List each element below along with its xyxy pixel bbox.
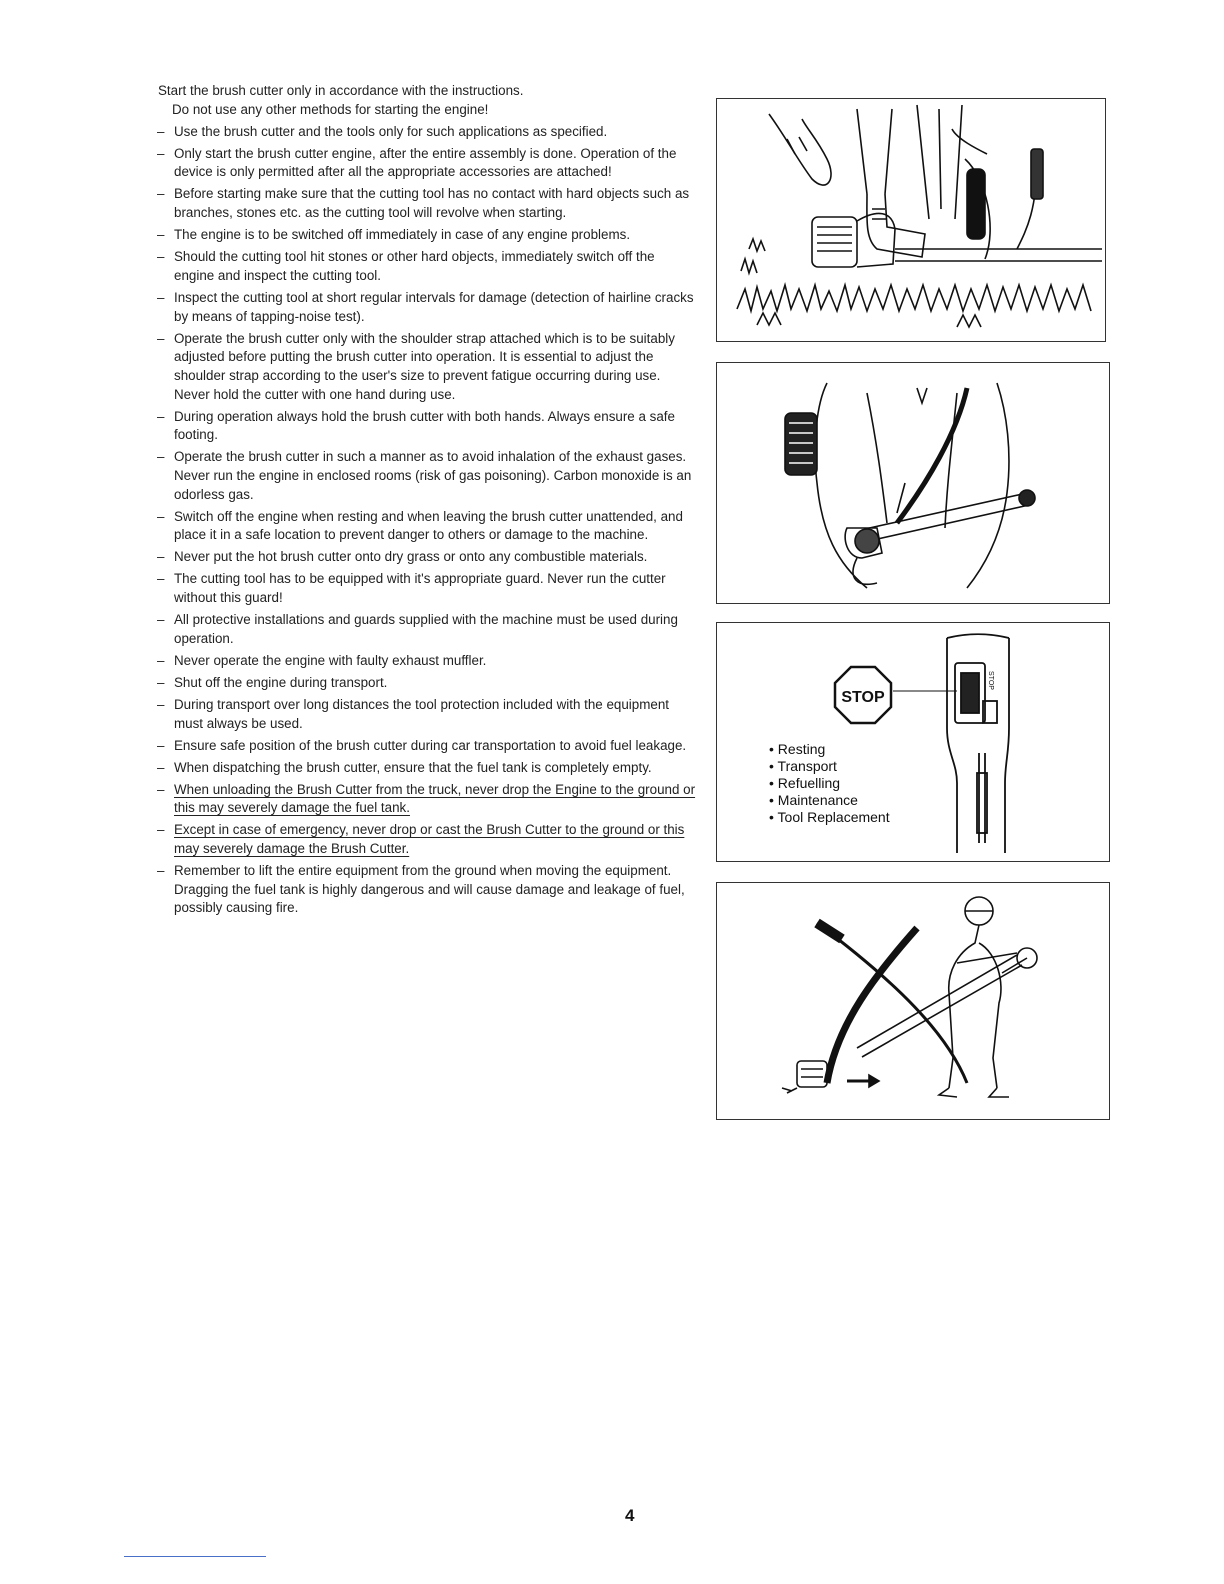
rule-text: All protective installations and guards supplied with the machine must be used during operation. bbox=[174, 612, 678, 646]
rule-text: Never put the hot brush cutter onto dry grass or onto any combustible materials. bbox=[174, 549, 648, 565]
rule-text: When dispatching the brush cutter, ensure that the fuel tank is completely empty. bbox=[174, 759, 652, 775]
rule-text: The cutting tool has to be equipped with it's appropriate guard. Never run the cutter without this guard! bbox=[174, 571, 666, 606]
intro-line-1: Start the brush cutter only in accordance with the instructions. bbox=[158, 83, 524, 98]
rule-text: Remember to lift the entire equipment from the ground when moving the equipment. Dragging the fuel tank is highly dangerous and will cause damage and leakage of fuel, possibly causing fire. bbox=[174, 862, 685, 916]
safety-instructions bbox=[156, 82, 696, 918]
rule-item bbox=[156, 226, 696, 245]
rule-item bbox=[156, 737, 696, 756]
rule-text: Use the brush cutter and the tools only for such applications as specified. bbox=[174, 123, 608, 139]
starting-engine-illustration bbox=[716, 98, 1106, 342]
rule-item bbox=[156, 248, 696, 285]
rule-item bbox=[156, 289, 696, 326]
stop-conditions-list bbox=[769, 741, 890, 826]
intro-line-2: Do not use any other methods for starting the engine! bbox=[172, 101, 489, 117]
rule-text: Never operate the engine with faulty exhaust muffler. bbox=[174, 652, 487, 668]
rule-item bbox=[156, 185, 696, 222]
rule-text: Operate the brush cutter only with the shoulder strap attached which is to be suitably adjusted before putting the brush cutter into operation. It is essential to adjust the shoulder strap according to the user's size to prevent fatigue occurring during use. Never hold the cutter with one hand during use. bbox=[174, 330, 675, 402]
rule-text: Should the cutting tool hit stones or other hard objects, immediately switch off the engine and inspect the cutting tool. bbox=[174, 249, 655, 283]
rule-text: Except in case of emergency, never drop or cast the Brush Cutter to the ground or this may severely damage the Brush Cutter. bbox=[174, 822, 685, 856]
rule-item bbox=[156, 759, 696, 778]
stop-condition-item: • Refuelling bbox=[769, 775, 890, 792]
stop-switch-illustration bbox=[716, 622, 1110, 862]
rule-text: During operation always hold the brush cutter with both hands. Always ensure a safe footing. bbox=[174, 408, 675, 443]
rule-item bbox=[156, 123, 696, 142]
rules-list bbox=[156, 123, 696, 918]
stop-sign-text: STOP bbox=[841, 689, 885, 706]
rule-item bbox=[156, 781, 696, 818]
rule-text: During transport over long distances the tool protection included with the equipment must always be used. bbox=[174, 696, 670, 731]
rule-item bbox=[156, 508, 696, 545]
rule-item bbox=[156, 674, 696, 693]
rule-item bbox=[156, 570, 696, 607]
stop-switch-label: STOP bbox=[987, 671, 994, 690]
stop-condition-item: • Transport bbox=[769, 758, 890, 775]
rule-item bbox=[156, 611, 696, 648]
do-not-drop-illustration bbox=[716, 882, 1110, 1120]
stop-condition-item: • Maintenance bbox=[769, 792, 890, 809]
rule-text: The engine is to be switched off immediately in case of any engine problems. bbox=[174, 227, 631, 243]
rule-item bbox=[156, 548, 696, 567]
rule-text: When unloading the Brush Cutter from the truck, never drop the Engine to the ground or this may severely damage the fuel tank. bbox=[174, 781, 696, 816]
rule-item bbox=[156, 145, 696, 182]
rule-item bbox=[156, 330, 696, 405]
starting-engine-drawing bbox=[717, 99, 1105, 341]
rule-item bbox=[156, 652, 696, 671]
rule-text: Only start the brush cutter engine, after the entire assembly is done. Operation of the device is only permitted after all the appropriate accessories are attached! bbox=[174, 145, 677, 180]
rule-item bbox=[156, 408, 696, 445]
footer-rule bbox=[124, 1556, 266, 1557]
rule-text: Operate the brush cutter in such a manner as to avoid inhalation of the exhaust gases. Never run the engine in enclosed rooms (risk of gas poisoning). Carbon monoxide is an odorless gas. bbox=[174, 449, 692, 502]
do-not-drop-drawing bbox=[717, 883, 1109, 1119]
rule-text: Inspect the cutting tool at short regular intervals for damage (detection of hairline cracks by means of tapping-noise test). bbox=[174, 289, 694, 324]
rule-item bbox=[156, 821, 696, 858]
rule-item bbox=[156, 862, 696, 918]
rule-text: Shut off the engine during transport. bbox=[174, 674, 388, 690]
stop-condition-item: • Resting bbox=[769, 741, 890, 758]
shoulder-strap-drawing bbox=[717, 363, 1109, 603]
rule-text: Before starting make sure that the cutting tool has no contact with hard objects such as branches, stones etc. as the cutting tool will revolve when starting. bbox=[174, 186, 690, 221]
shoulder-strap-illustration bbox=[716, 362, 1110, 604]
stop-condition-item: • Tool Replacement bbox=[769, 809, 890, 826]
rule-text: Switch off the engine when resting and when leaving the brush cutter unattended, and place it in a safe location to prevent danger to others or damage to the machine. bbox=[174, 508, 683, 543]
rule-item bbox=[156, 448, 696, 504]
page-number: 4 bbox=[625, 1506, 635, 1525]
rule-item bbox=[156, 696, 696, 733]
rule-text: Ensure safe position of the brush cutter during car transportation to avoid fuel leakage. bbox=[174, 737, 687, 753]
